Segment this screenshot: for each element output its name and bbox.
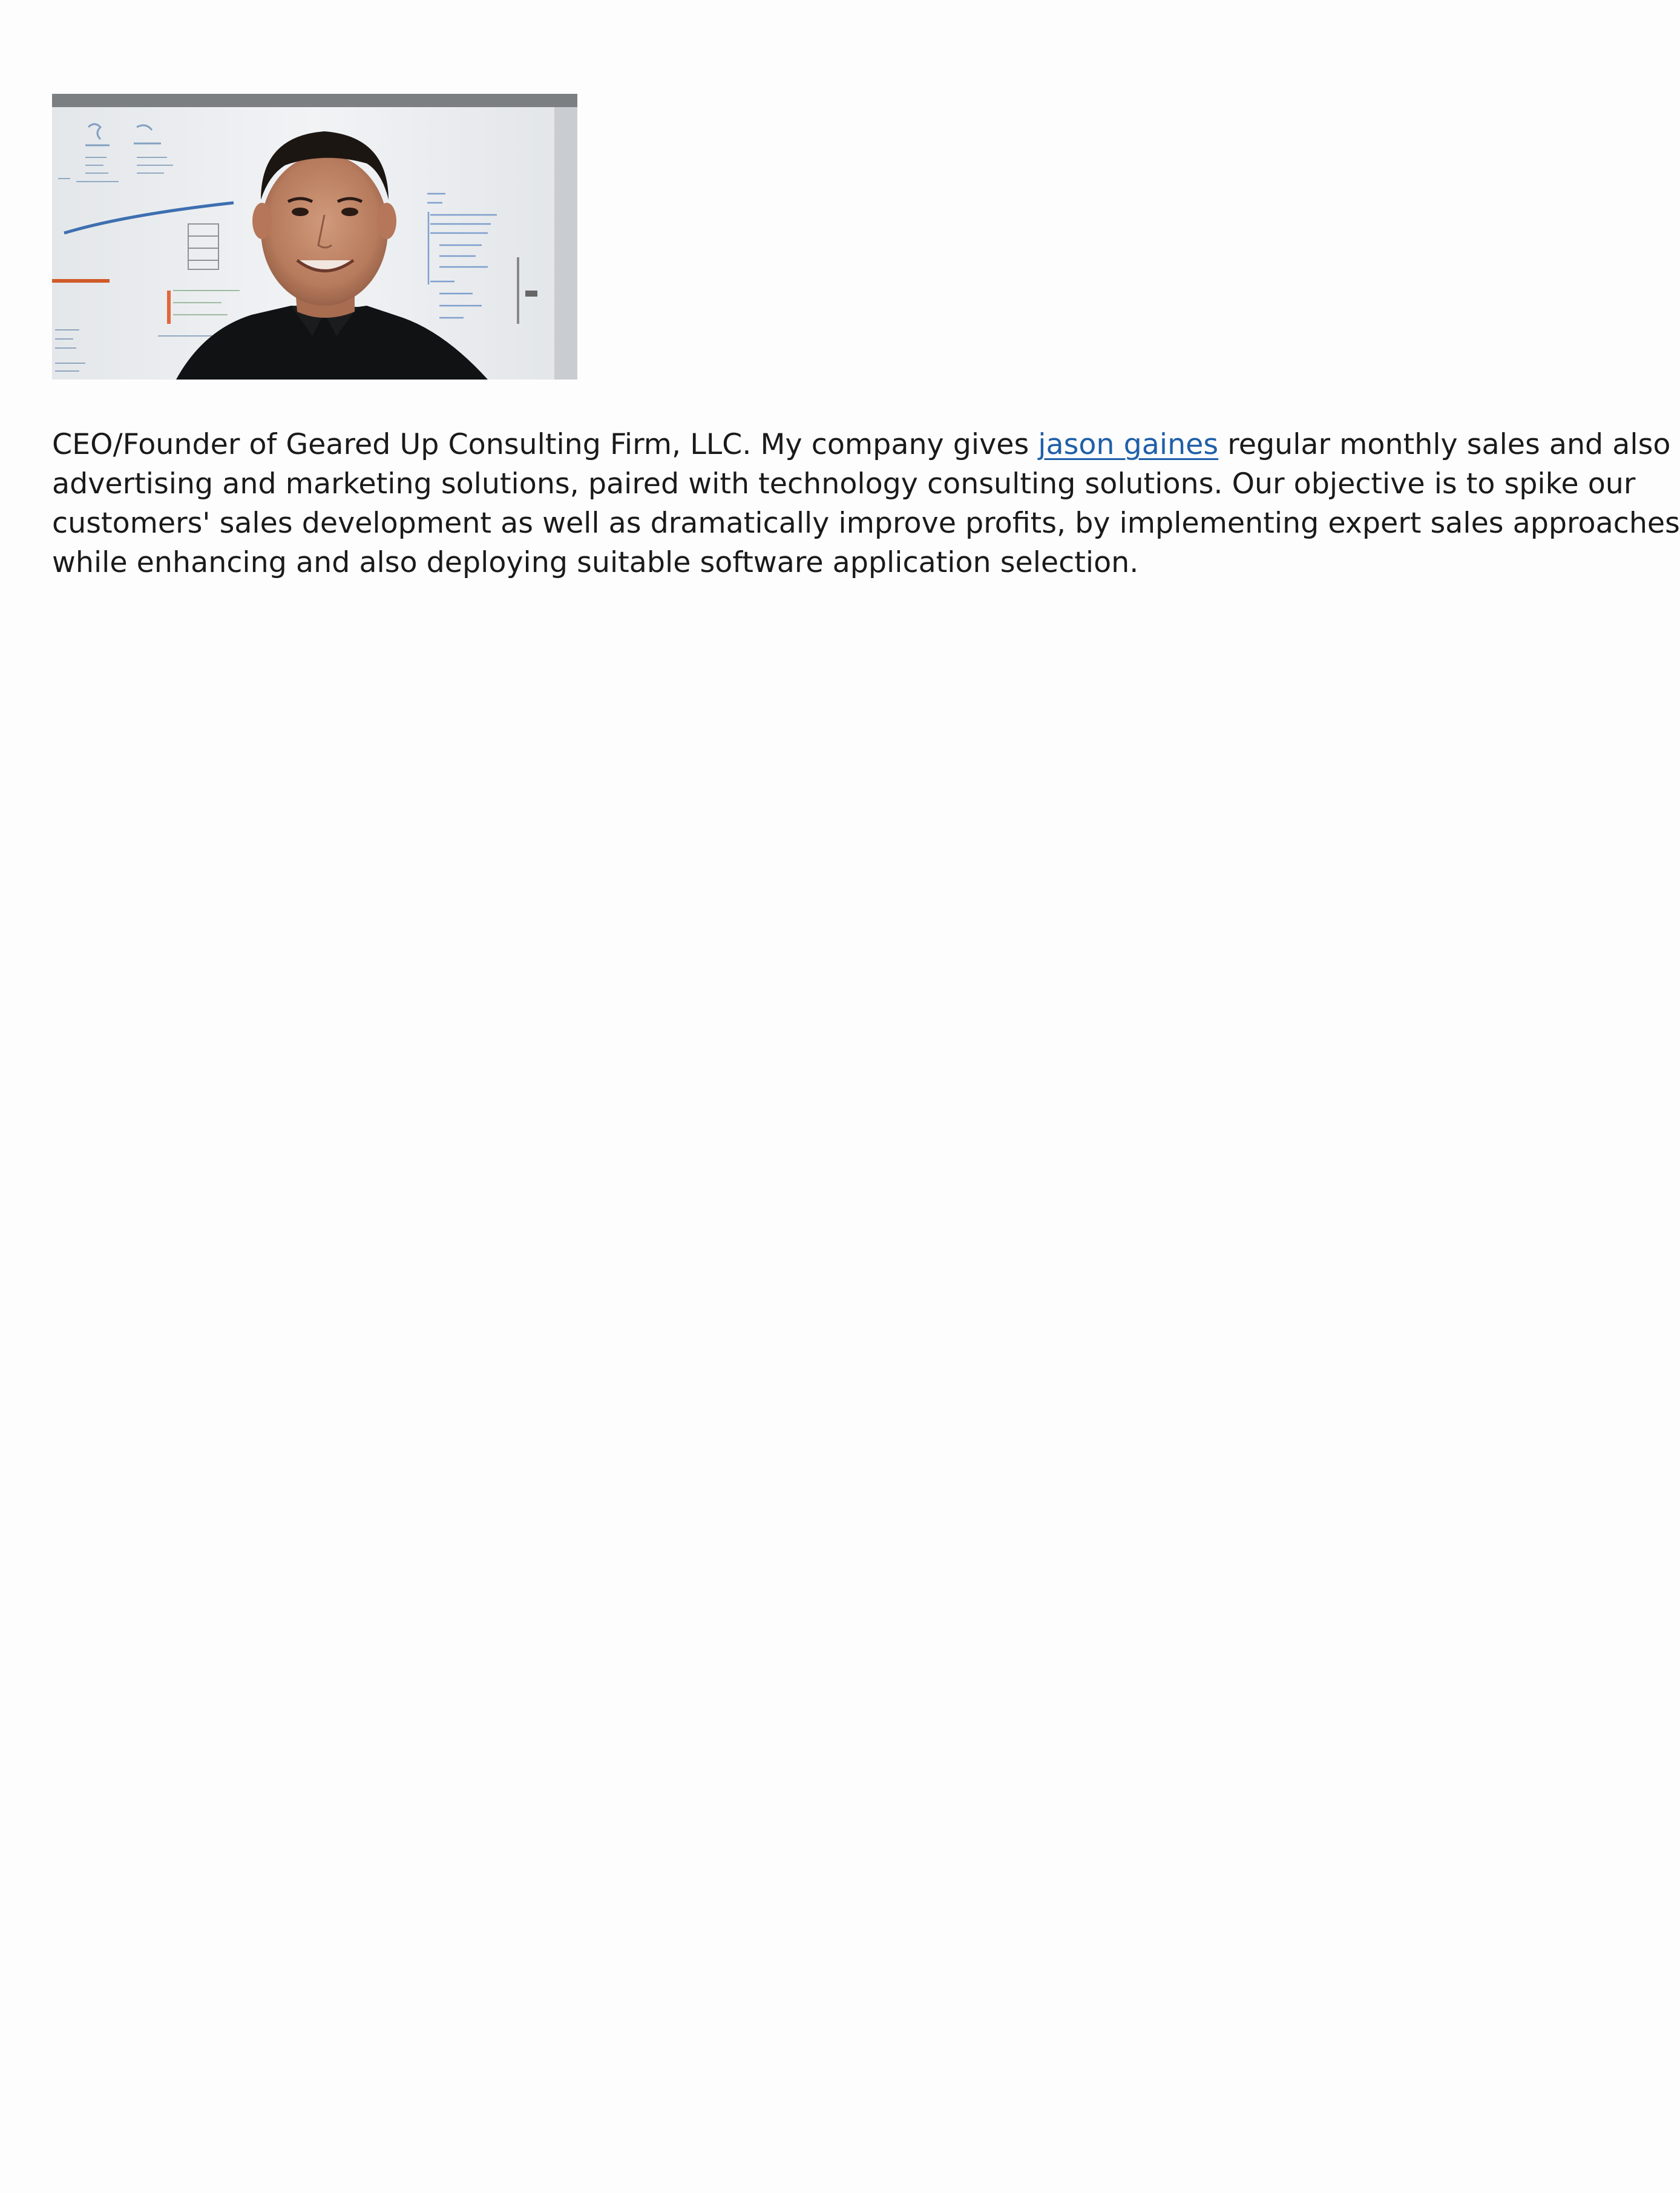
bio-line-4: while enhancing and also deploying suitable software application selection. [52,546,1139,579]
bio-line-2: advertising and marketing solutions, paired with technology consulting solutions. Our objective is to spike our [52,467,1636,501]
bio-line-1-before: CEO/Founder of Geared Up Consulting Firm, LLC. My company gives [52,428,1039,461]
bio-paragraph [52,425,1680,582]
bio-line-1 [52,425,1671,464]
bio-line-3: customers' sales development as well as dramatically improve profits, by implementing expert sales approaches [52,507,1680,540]
profile-photo [52,94,577,380]
bio-line-1-after: regular monthly sales and also [1218,428,1671,461]
profile-photo-illustration [52,94,577,380]
jason-gaines-link[interactable]: jason gaines [1038,428,1219,461]
